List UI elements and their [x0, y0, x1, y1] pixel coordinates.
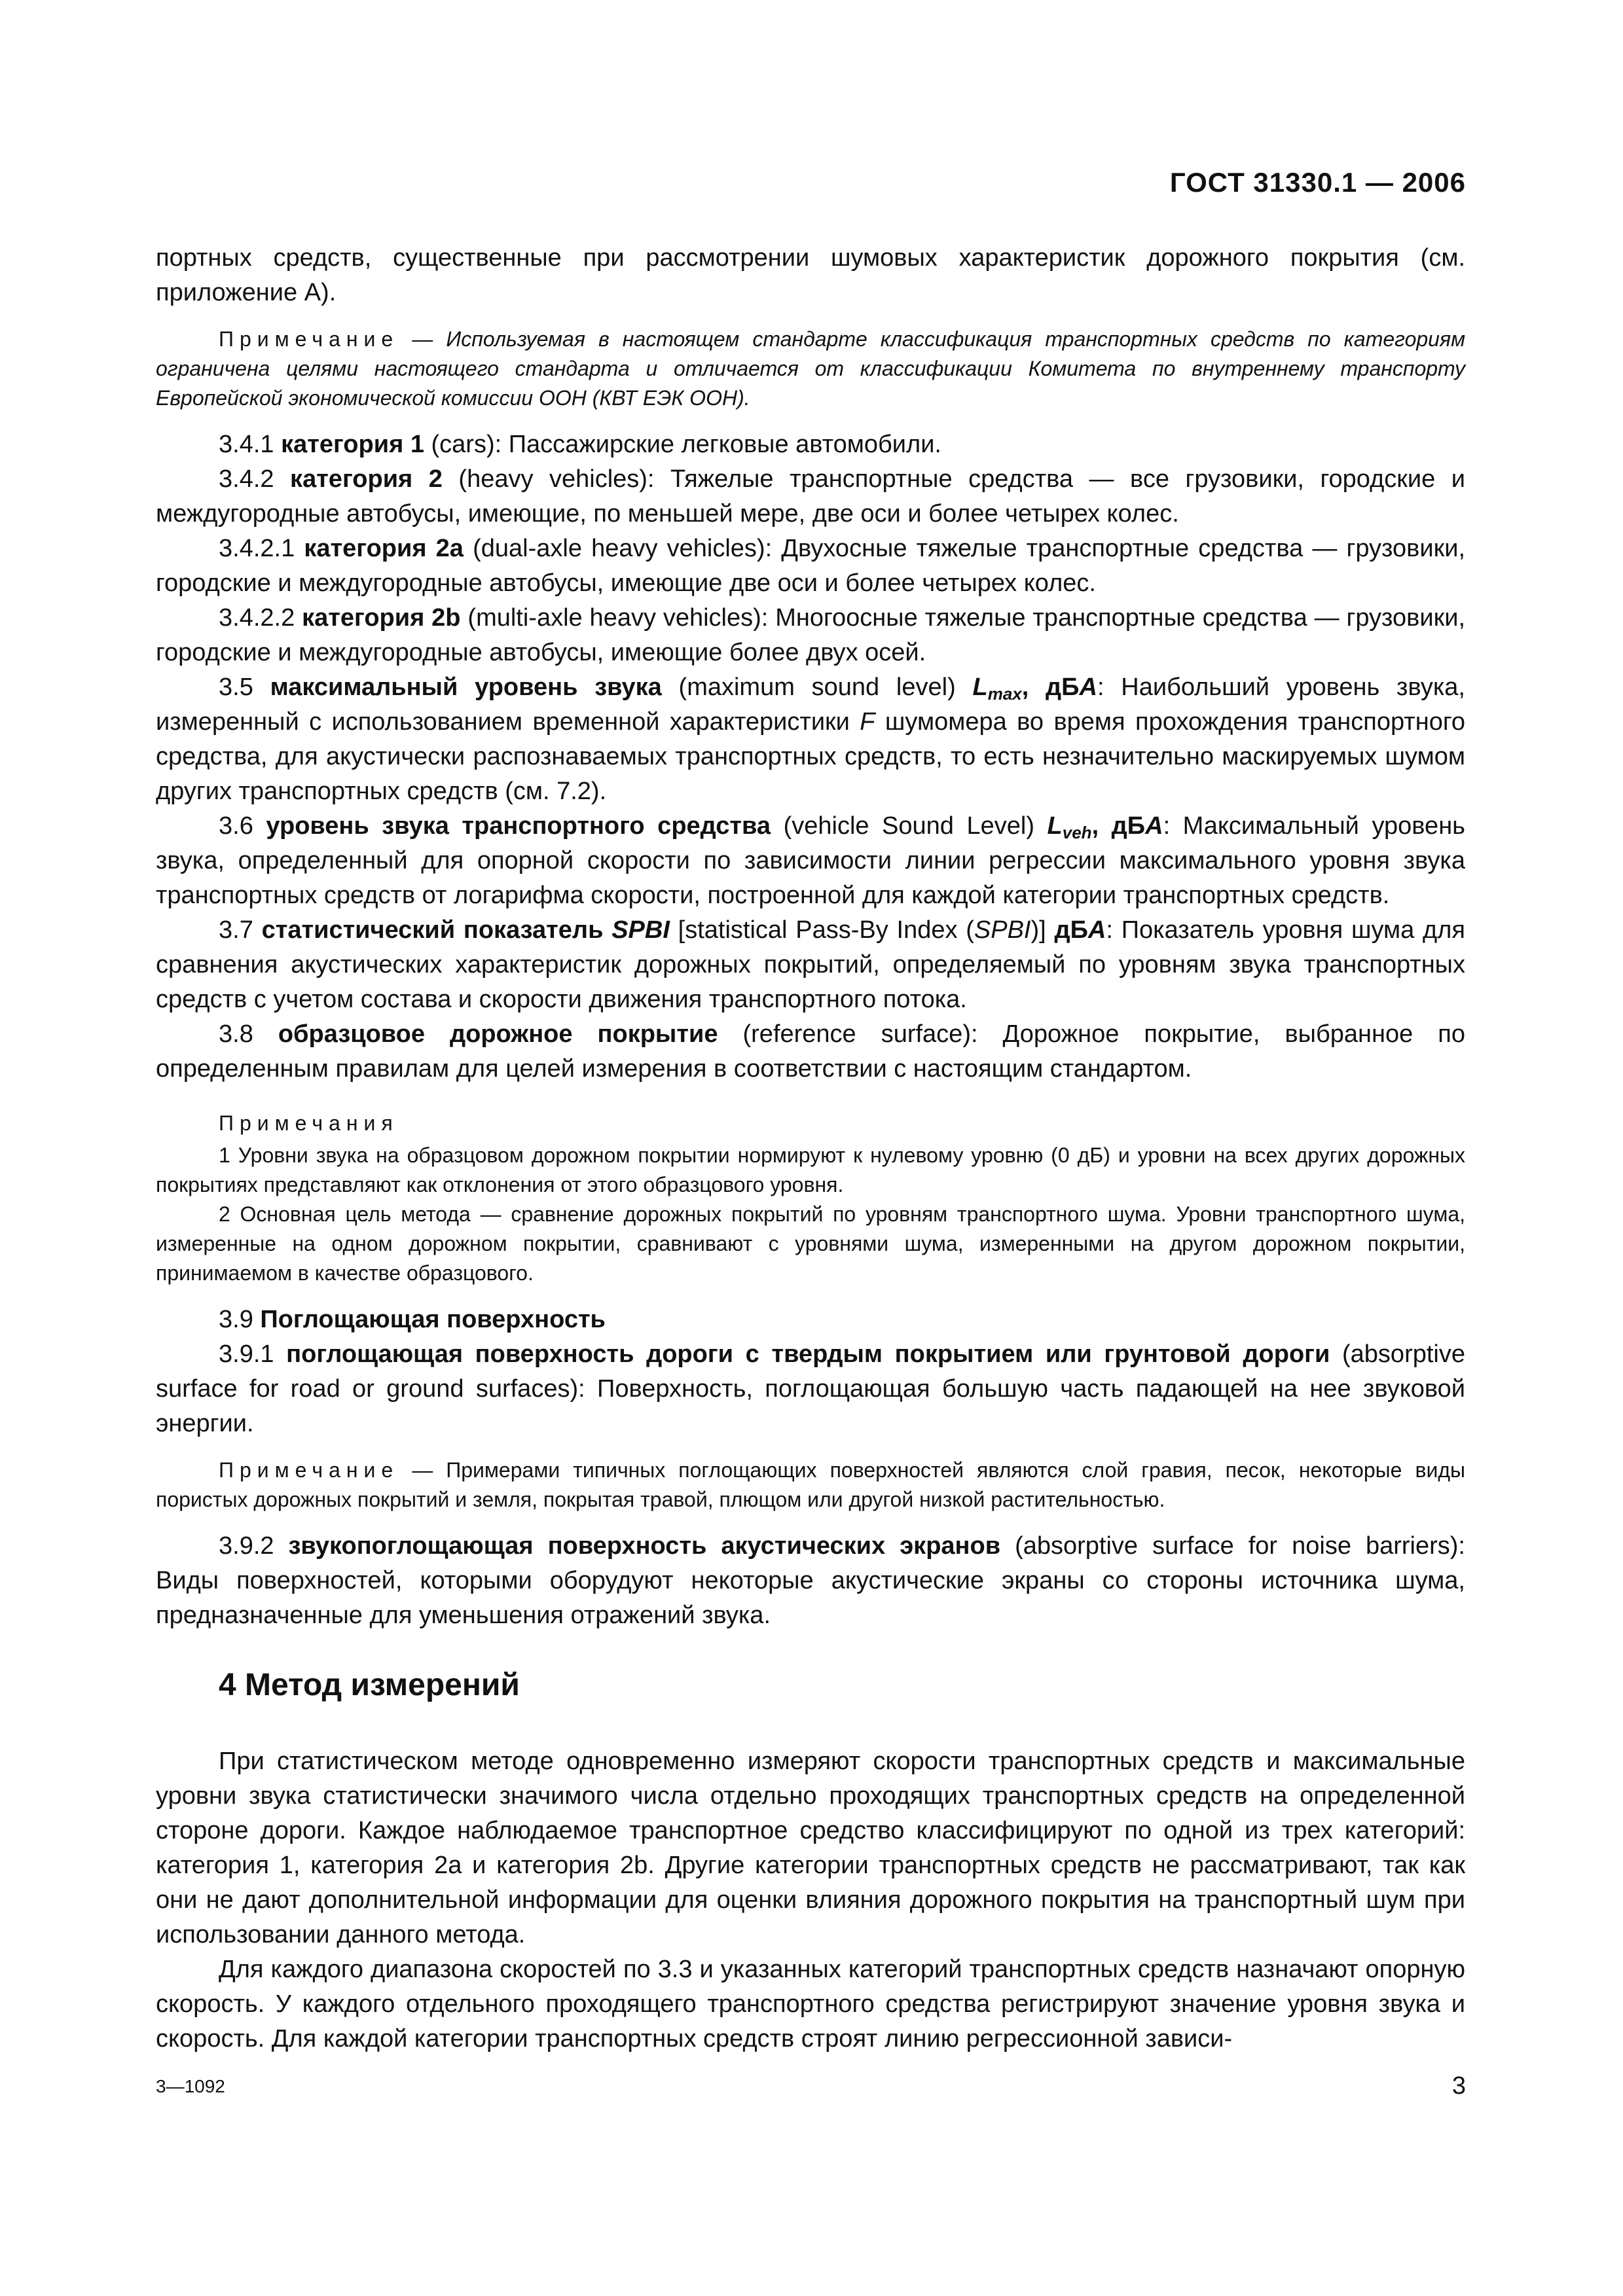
- clause-3-4-2-1: [156, 531, 1465, 601]
- clause-number: 3.9.2: [219, 1532, 289, 1560]
- unit-weighting: А: [1087, 916, 1106, 944]
- note-item-2: 2 Основная цель метода — сравнение дорожных покрытий по уровням транспортного шума. Уровни транспортного шума, измеренные на одном дорожном покрытии, сравнивают с уровнями шума, измеренными на другом дорожном покрытии, принимаемом в качестве образцового.: [156, 1202, 1465, 1285]
- clause-3-9-1: [156, 1337, 1465, 1441]
- clause-definition: : Показатель уровня шума для сравнения акустических характеристик дорожных покрытий, определяемый по уровням звука транспортных средств с учетом состава и скорости движения транспортного потока.: [156, 916, 1465, 1013]
- clause-term: максимальный уровень звука: [270, 673, 662, 701]
- clause-term: Поглощающая поверхность: [260, 1306, 606, 1333]
- clause-english-term: (vehicle Sound Level): [771, 812, 1048, 840]
- clause-3-4-1: [156, 427, 1465, 462]
- time-weighting-symbol: F: [860, 708, 875, 736]
- clause-english-term: (maximum sound level): [661, 673, 973, 701]
- clause-term: образцовое дорожное покрытие: [278, 1020, 718, 1048]
- clause-definition: : Наибольший уровень звука, измеренный с использованием временной характеристики: [156, 673, 1465, 736]
- body-text: [156, 241, 1465, 2056]
- clause-definition: (multi-axle heavy vehicles): Многоосные тяжелые транспортные средства — грузовики, городские и междугородные автобусы, имеющие более двух осей.: [156, 604, 1465, 666]
- clause-number: 3.4.2.1: [219, 535, 304, 562]
- symbol-lmax: [972, 673, 1022, 704]
- clause-definition: (heavy vehicles): Тяжелые транспортные средства — все грузовики, городские и междугородные автобусы, имеющие, по меньшей мере, две оси и более четырех колес.: [156, 465, 1466, 528]
- unit: , дБ: [1021, 673, 1080, 701]
- clause-definition-cont: шумомера во время прохождения транспортного средства, для акустически распознаваемых транспортных средств, то есть незначительно маскируемых шумом других транспортных средств (см. 7.2).: [156, 708, 1465, 805]
- continuation-paragraph: портных средств, существенные при рассмотрении шумовых характеристик дорожного покрытия (см. приложение А).: [156, 244, 1465, 306]
- clause-3-5: [156, 670, 1465, 809]
- clause-number: 3.7: [219, 916, 262, 944]
- clause-term: статистический показатель: [261, 916, 612, 944]
- notes-heading: Примечания: [219, 1111, 399, 1135]
- clause-definition: (cars): Пассажирские легковые автомобили.: [424, 431, 941, 458]
- clause-term: категория 2: [290, 465, 443, 493]
- symbol-letter: L: [1047, 812, 1063, 840]
- clause-term: поглощающая поверхность дороги с твердым покрытием или грунтовой дороги: [286, 1340, 1330, 1368]
- unit-weighting: А: [1145, 812, 1163, 840]
- clause-3-4-2-2: [156, 601, 1465, 670]
- symbol-subscript: max: [987, 684, 1022, 704]
- clause-definition: (absorptive surface for noise barriers): Виды поверхностей, которыми оборудуют некоторые акустические экраны со стороны источника шума, предназначенные для уменьшения отражений звука.: [156, 1532, 1465, 1629]
- clause-3-4-2: [156, 462, 1465, 531]
- clause-3-7: [156, 913, 1465, 1017]
- clause-number: 3.9: [219, 1306, 261, 1333]
- clause-number: 3.5: [219, 673, 270, 701]
- note-text: — Примерами типичных поглощающих поверхностей являются слой гравия, песок, некоторые виды пористых дорожных покрытий и земля, покрытая травой, плющом или другой низкой растительностью.: [156, 1458, 1465, 1511]
- clause-3-9: [156, 1302, 1465, 1337]
- symbol-lveh: [1048, 812, 1092, 840]
- unit: , дБ: [1091, 812, 1146, 840]
- clause-term: категория 2b: [302, 604, 461, 632]
- clause-number: 3.4.2: [219, 465, 291, 493]
- clause-definition: (dual-axle heavy vehicles): Двухосные тяжелые транспортные средства — грузовики, городские и междугородные автобусы, имеющие две оси и более четырех колес.: [156, 535, 1466, 597]
- clause-english-term-end: )]: [1030, 916, 1055, 944]
- section-4-paragraph-1: При статистическом методе одновременно измеряют скорости транспортных средств и максимальные уровни звука статистически значимого числа отдельно проходящих транспортных средств на определенной стороне дороги. Каждое наблюдаемое транспортное средство классифицируют по одной из трех категорий: категория 1, категория 2а и категория 2b. Другие категории транспортных средств не рассматривают, так как они не дают дополнительной информации для оценки влияния дорожного покрытия на транспортный шум при использовании данного метода.: [156, 1748, 1465, 1948]
- symbol-subscript: veh: [1062, 823, 1092, 842]
- print-code: 3—1092: [156, 2076, 225, 2096]
- clause-term: уровень звука транспортного средства: [266, 812, 771, 840]
- note-classification: [156, 325, 1465, 413]
- clause-number: 3.6: [219, 812, 266, 840]
- document-code: ГОСТ 31330.1 — 2006: [1169, 167, 1466, 198]
- note-label: Примечание: [219, 327, 399, 351]
- note-label: Примечание: [219, 1458, 399, 1482]
- clause-term-abbrev: SPBI: [611, 916, 670, 944]
- clause-number: 3.8: [219, 1020, 278, 1048]
- clause-term: категория 1: [281, 431, 424, 458]
- unit: дБ: [1054, 916, 1088, 944]
- clause-english-term: [statistical Pass-By Index (: [669, 916, 974, 944]
- page-number: 3: [1451, 2072, 1466, 2100]
- note-item-1: 1 Уровни звука на образцовом дорожном покрытии нормируют к нулевому уровню (0 дБ) и уровни на всех других дорожных покрытиях представляют как отклонения от этого образцового уровня.: [156, 1143, 1465, 1196]
- unit-weighting: А: [1079, 673, 1097, 701]
- clause-term: категория 2a: [304, 535, 464, 562]
- section-4-paragraph-2: Для каждого диапазона скоростей по 3.3 и указанных категорий транспортных средств назначают опорную скорость. У каждого отдельного проходящего транспортного средства регистрируют значение уровня звука и скорость. Для каждой категории транспортных средств строят линию регрессионной зависи-: [156, 1956, 1465, 2053]
- clause-number: 3.4.1: [219, 431, 282, 458]
- clause-3-6: [156, 809, 1465, 913]
- note-absorptive: [156, 1456, 1465, 1515]
- clause-term: звукопоглощающая поверхность акустических экранов: [288, 1532, 1001, 1560]
- clause-3-9-2: [156, 1529, 1465, 1633]
- clause-definition: (reference surface): Дорожное покрытие, выбранное по определенным правилам для целей измерения в соответствии с настоящим стандартом.: [156, 1020, 1465, 1083]
- clause-english-abbrev: SPBI: [974, 916, 1031, 944]
- symbol-letter: L: [972, 673, 988, 701]
- clause-number: 3.9.1: [219, 1340, 287, 1368]
- clause-definition: : Максимальный уровень звука, определенный для опорной скорости по зависимости линии регрессии максимального уровня звука транспортных средств от логарифма скорости, построенной для каждой категории транспортных средств.: [156, 812, 1465, 909]
- clause-definition: (absorptive surface for road or ground surfaces): Поверхность, поглощающая большую часть падающей на нее звуковой энергии.: [156, 1340, 1465, 1437]
- note-text: — Используемая в настоящем стандарте классификация транспортных средств по категориям ограничена целями настоящего стандарта и отличается от классификации Комитета по внутреннему транспорту Европейской экономической комиссии ООН (КВТ ЕЭК ООН).: [156, 327, 1465, 410]
- clause-number: 3.4.2.2: [219, 604, 302, 632]
- clause-3-8: [156, 1017, 1465, 1086]
- section-heading: 4 Метод измерений: [219, 1668, 520, 1702]
